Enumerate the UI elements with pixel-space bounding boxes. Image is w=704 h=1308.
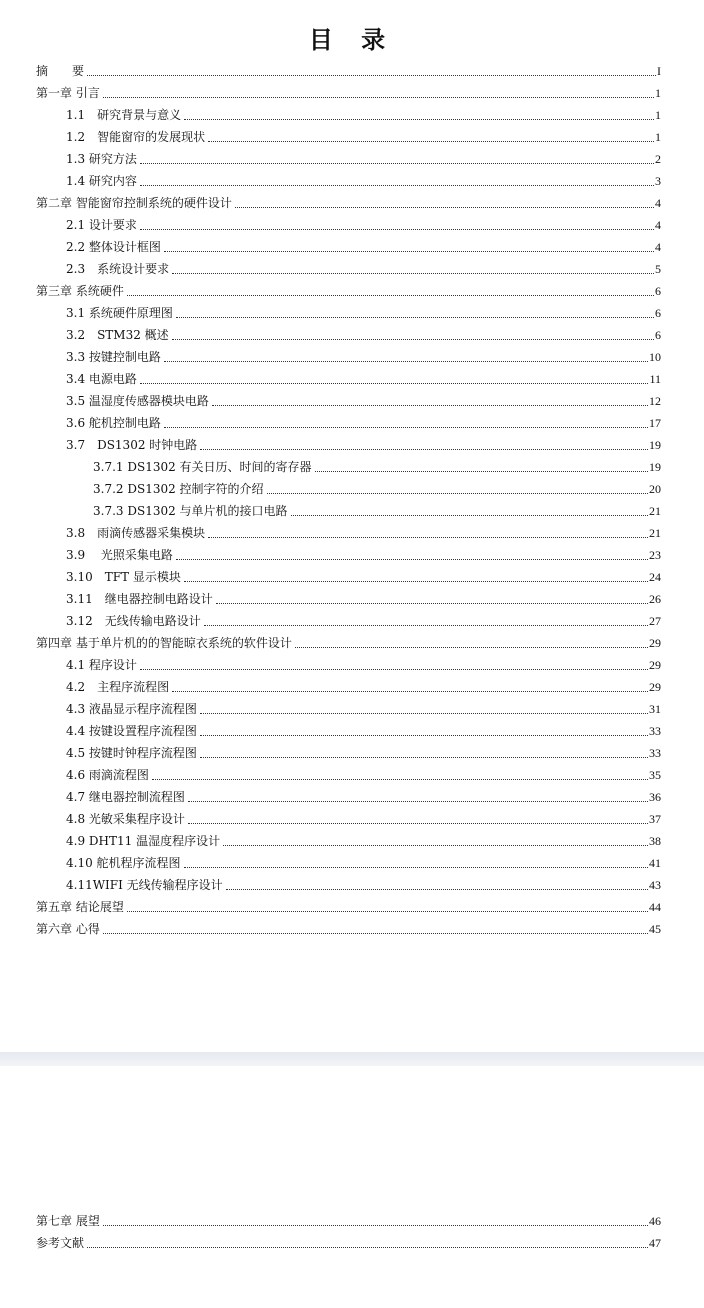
toc-entry[interactable] — [36, 236, 661, 258]
toc-entry[interactable] — [36, 874, 661, 896]
toc-leader-dots — [200, 712, 648, 714]
toc-entry[interactable] — [36, 522, 661, 544]
toc-leader-dots — [140, 184, 654, 186]
toc-entry[interactable] — [36, 192, 661, 214]
toc-entry-label: 1.2 智能窗帘的发展现状 — [66, 130, 206, 144]
toc-leader-dots — [216, 602, 648, 604]
toc-entry-page: 37 — [649, 812, 661, 826]
toc-entry-label: 3.5 温湿度传感器模块电路 — [66, 394, 209, 408]
toc-entry[interactable] — [36, 302, 661, 324]
toc-entry[interactable] — [36, 632, 661, 654]
toc-leader-dots — [208, 536, 648, 538]
toc-leader-dots — [315, 470, 648, 472]
toc-entry-label: 4.1 程序设计 — [66, 658, 137, 672]
toc-entry[interactable] — [36, 126, 661, 148]
toc-entry-label: 1.3 研究方法 — [66, 152, 137, 166]
toc-leader-dots — [200, 734, 648, 736]
toc-entry[interactable] — [36, 830, 661, 852]
toc-entry-label: 3.7.2 DS1302 控制字符的介绍 — [93, 482, 264, 496]
toc-entry[interactable] — [36, 808, 661, 830]
toc-leader-dots — [184, 580, 648, 582]
toc-entry-label: 3.10 TFT 显示模块 — [66, 570, 181, 584]
toc-entry[interactable] — [36, 346, 661, 368]
toc-entry-page: 1 — [655, 86, 661, 100]
toc-entry-label: 3.11 继电器控制电路设计 — [66, 592, 213, 606]
toc-entry-page: 3 — [655, 174, 661, 188]
toc-entry-label: 3.8 雨滴传感器采集模块 — [66, 526, 206, 540]
page-separator — [0, 1052, 704, 1066]
toc-entry-label: 2.2 整体设计框图 — [66, 240, 161, 254]
toc-leader-dots — [176, 558, 648, 560]
toc-entry-page: 4 — [655, 196, 661, 210]
toc-entry-label: 第七章 展望 — [36, 1214, 100, 1228]
toc-entry-label: 4.8 光敏采集程序设计 — [66, 812, 185, 826]
toc-entry-page: 35 — [649, 768, 661, 782]
toc-leader-dots — [127, 294, 654, 296]
toc-entry[interactable] — [36, 566, 661, 588]
toc-entry-page: 6 — [655, 306, 661, 320]
toc-entry-page: 44 — [649, 900, 661, 914]
toc-entry-page: 10 — [649, 350, 661, 364]
toc-entry-page: 21 — [649, 504, 661, 518]
toc-entry-page: 26 — [649, 592, 661, 606]
toc-leader-dots — [172, 690, 648, 692]
toc-entry[interactable] — [36, 368, 661, 390]
toc-entry[interactable] — [36, 764, 661, 786]
toc-entry[interactable] — [36, 676, 661, 698]
toc-entry-label: 第二章 智能窗帘控制系统的硬件设计 — [36, 196, 232, 210]
toc-entry-page: 12 — [649, 394, 661, 408]
toc-leader-dots — [188, 822, 648, 824]
toc-entry-page: 6 — [655, 328, 661, 342]
toc-leader-dots — [235, 206, 654, 208]
toc-leader-dots — [127, 910, 648, 912]
toc-entry-page: 24 — [649, 570, 661, 584]
toc-leader-dots — [152, 778, 648, 780]
toc-leader-dots — [184, 118, 654, 120]
toc-leader-dots — [172, 338, 654, 340]
toc-leader-dots — [200, 448, 648, 450]
toc-leader-dots — [140, 382, 649, 384]
toc-entry[interactable] — [36, 148, 661, 170]
toc-leader-dots — [226, 888, 648, 890]
toc-entry-label: 3.3 按键控制电路 — [66, 350, 161, 364]
toc-leader-dots — [200, 756, 648, 758]
toc-entry-page: 2 — [655, 152, 661, 166]
toc-entry-label: 1.4 研究内容 — [66, 174, 137, 188]
toc-entry-page: 29 — [649, 636, 661, 650]
toc-entry-label: 4.5 按键时钟程序流程图 — [66, 746, 197, 760]
toc-entry[interactable] — [36, 654, 661, 676]
toc-leader-dots — [140, 228, 654, 230]
toc-entry-label: 第一章 引言 — [36, 86, 100, 100]
toc-entry-page: 1 — [655, 130, 661, 144]
toc-leader-dots — [204, 624, 648, 626]
toc-entry[interactable] — [36, 82, 661, 104]
toc-leader-dots — [267, 492, 648, 494]
toc-entry-label: 4.4 按键设置程序流程图 — [66, 724, 197, 738]
toc-entry-page: 33 — [649, 746, 661, 760]
toc-entry-page: 11 — [649, 372, 661, 386]
toc-leader-dots — [188, 800, 648, 802]
toc-leader-dots — [291, 514, 648, 516]
toc-entry[interactable] — [36, 170, 661, 192]
toc-entry-label: 4.3 液晶显示程序流程图 — [66, 702, 197, 716]
toc-entry-page: 5 — [655, 262, 661, 276]
toc-entry-label: 3.4 电源电路 — [66, 372, 137, 386]
toc-leader-dots — [223, 844, 648, 846]
toc-entry[interactable] — [36, 258, 661, 280]
toc-leader-dots — [164, 360, 648, 362]
document-page-2 — [0, 1066, 704, 1308]
toc-entry[interactable] — [36, 786, 661, 808]
toc-entry-page: 47 — [649, 1236, 661, 1250]
toc-entry[interactable] — [36, 104, 661, 126]
toc-entry[interactable] — [36, 742, 661, 764]
toc-leader-dots — [208, 140, 654, 142]
toc-entry-page: 29 — [649, 680, 661, 694]
toc-entry[interactable] — [36, 588, 661, 610]
toc-entry-label: 第六章 心得 — [36, 922, 100, 936]
toc-entry-label: 4.11WIFI 无线传输程序设计 — [66, 878, 223, 892]
toc-entry-label: 4.7 继电器控制流程图 — [66, 790, 185, 804]
page-title: 目 录 — [308, 26, 396, 54]
toc-entry-page: 20 — [649, 482, 661, 496]
toc-entry[interactable] — [36, 698, 661, 720]
toc-leader-dots — [103, 1224, 648, 1226]
toc-entry[interactable] — [36, 544, 661, 566]
toc-entry-label: 3.7.1 DS1302 有关日历、时间的寄存器 — [93, 460, 312, 474]
toc-entry-label: 4.2 主程序流程图 — [66, 680, 170, 694]
toc-entry-label: 摘 要 — [36, 64, 85, 78]
toc-leader-dots — [103, 96, 654, 98]
toc-entry[interactable] — [36, 720, 661, 742]
toc-leader-dots — [164, 250, 654, 252]
toc-leader-dots — [140, 668, 648, 670]
toc-entry-page: 23 — [649, 548, 661, 562]
toc-entry-page: 4 — [655, 240, 661, 254]
toc-entry-page: 21 — [649, 526, 661, 540]
toc-leader-dots — [87, 74, 656, 76]
toc-entry-page: I — [657, 64, 661, 78]
toc-entry-page: 4 — [655, 218, 661, 232]
toc-entry-page: 43 — [649, 878, 661, 892]
toc-leader-dots — [184, 866, 648, 868]
toc-entry-page: 29 — [649, 658, 661, 672]
toc-entry-page: 27 — [649, 614, 661, 628]
toc-leader-dots — [212, 404, 648, 406]
toc-entry-label: 3.9 光照采集电路 — [66, 548, 173, 562]
toc-entry-label: 3.7.3 DS1302 与单片机的接口电路 — [93, 504, 288, 518]
toc-entry[interactable] — [36, 918, 661, 940]
toc-entry[interactable] — [36, 1210, 661, 1232]
toc-entry[interactable] — [36, 896, 661, 918]
toc-entry-label: 第四章 基于单片机的的智能晾衣系统的软件设计 — [36, 636, 292, 650]
toc-leader-dots — [176, 316, 654, 318]
toc-entry[interactable] — [36, 1232, 661, 1254]
toc-entry[interactable] — [36, 500, 661, 522]
toc-entry-label: 1.1 研究背景与意义 — [66, 108, 182, 122]
toc-list-page-1 — [36, 60, 661, 940]
toc-entry[interactable] — [36, 324, 661, 346]
toc-entry-page: 38 — [649, 834, 661, 848]
toc-leader-dots — [103, 932, 648, 934]
toc-leader-dots — [140, 162, 654, 164]
toc-entry-page: 1 — [655, 108, 661, 122]
toc-entry-label: 第三章 系统硬件 — [36, 284, 124, 298]
toc-entry[interactable] — [36, 610, 661, 632]
toc-entry[interactable] — [36, 390, 661, 412]
toc-list-page-2 — [36, 1210, 661, 1254]
toc-entry-label: 3.12 无线传输电路设计 — [66, 614, 201, 628]
toc-entry-page: 46 — [649, 1214, 661, 1228]
toc-leader-dots — [295, 646, 648, 648]
toc-entry-label: 第五章 结论展望 — [36, 900, 124, 914]
toc-entry-page: 19 — [649, 438, 661, 452]
toc-entry[interactable] — [36, 280, 661, 302]
toc-entry-label: 3.6 舵机控制电路 — [66, 416, 161, 430]
toc-entry-label: 4.10 舵机程序流程图 — [66, 856, 181, 870]
toc-entry-page: 36 — [649, 790, 661, 804]
toc-leader-dots — [172, 272, 654, 274]
toc-entry-page: 17 — [649, 416, 661, 430]
toc-entry-label: 参考文献 — [36, 1236, 85, 1250]
toc-entry-page: 31 — [649, 702, 661, 716]
toc-entry-label: 3.1 系统硬件原理图 — [66, 306, 173, 320]
toc-entry-label: 2.3 系统设计要求 — [66, 262, 170, 276]
toc-entry-page: 41 — [649, 856, 661, 870]
toc-leader-dots — [87, 1246, 648, 1248]
toc-entry-label: 2.1 设计要求 — [66, 218, 137, 232]
toc-entry[interactable] — [36, 852, 661, 874]
toc-entry-page: 19 — [649, 460, 661, 474]
toc-entry[interactable] — [36, 478, 661, 500]
toc-entry[interactable] — [36, 214, 661, 236]
toc-entry-label: 3.7 DS1302 时钟电路 — [66, 438, 198, 452]
toc-entry[interactable] — [36, 456, 661, 478]
toc-leader-dots — [164, 426, 648, 428]
toc-entry-label: 4.6 雨滴流程图 — [66, 768, 149, 782]
toc-entry-label: 4.9 DHT11 温湿度程序设计 — [66, 834, 221, 848]
toc-entry-page: 45 — [649, 922, 661, 936]
toc-entry-label: 3.2 STM32 概述 — [66, 328, 169, 342]
toc-entry-page: 6 — [655, 284, 661, 298]
toc-entry[interactable] — [36, 412, 661, 434]
toc-entry[interactable] — [36, 434, 661, 456]
toc-entry[interactable] — [36, 60, 661, 82]
toc-entry-page: 33 — [649, 724, 661, 738]
